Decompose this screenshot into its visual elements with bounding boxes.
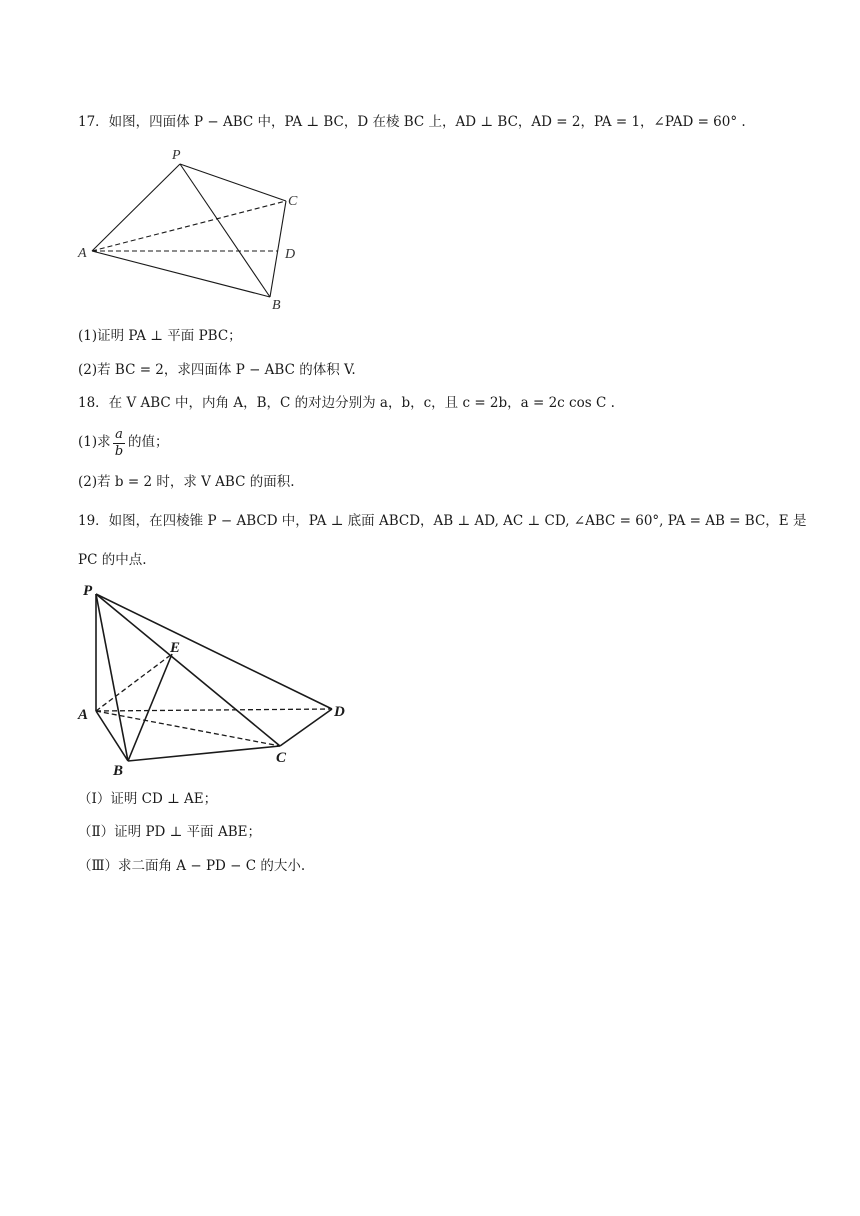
label-B: B [272,298,281,313]
q18-part1-prefix: (1)求 [78,434,111,450]
q18-stem: 18．在 V ABC 中，内角 A，B，C 的对边分别为 a，b，c，且 c = 2b，a = 2c cos C . [78,395,615,411]
edge-PA [92,164,180,251]
edge-AC-hidden [92,201,286,251]
label-E: E [170,640,181,656]
label-A: A [78,707,89,723]
fraction-numerator: a [115,427,123,442]
label-C: C [276,750,287,766]
q17-stem: 17．如图，四面体 P − ABC 中，PA ⊥ BC，D 在棱 BC 上，AD ⊥ BC，AD = 2，PA = 1，∠PAD = 60° . [78,114,746,130]
q17-part1: (1)证明 PA ⊥ 平面 PBC； [78,328,242,344]
fraction-a-over-b [113,428,125,459]
pyramid-figure [70,575,360,785]
edge-BC [128,746,280,761]
label-P: P [172,148,181,163]
edge-BC [270,201,286,297]
label-A: A [78,246,87,261]
label-C: C [288,194,298,209]
label-D: D [334,704,345,720]
q19-stem-line1: 19．如图，在四棱锥 P − ABCD 中，PA ⊥ 底面 ABCD，AB ⊥ AD, AC ⊥ CD, ∠ABC = 60°, PA = AB = BC，E 是 [78,513,807,529]
q18-part2: (2)若 b = 2 时，求 V ABC 的面积. [78,474,295,490]
label-D: D [285,247,296,262]
label-B: B [113,763,124,779]
edge-PC [180,164,286,201]
tetrahedron-figure [70,140,320,320]
edge-CD [280,709,332,746]
q19-part3: （Ⅲ）求二面角 A − PD − C 的大小. [78,858,306,874]
label-P: P [83,583,93,599]
q17-part2: (2)若 BC = 2，求四面体 P − ABC 的体积 V. [78,362,356,378]
q19-part2: （Ⅱ）证明 PD ⊥ 平面 ABE； [78,824,261,840]
q19-stem-line2: PC 的中点. [78,552,147,568]
q18-part1-suffix: 的值； [128,434,169,450]
fraction-denominator: b [114,444,124,459]
edge-AD-hidden [96,709,332,711]
q19-part1: （Ⅰ）证明 CD ⊥ AE； [78,791,218,807]
